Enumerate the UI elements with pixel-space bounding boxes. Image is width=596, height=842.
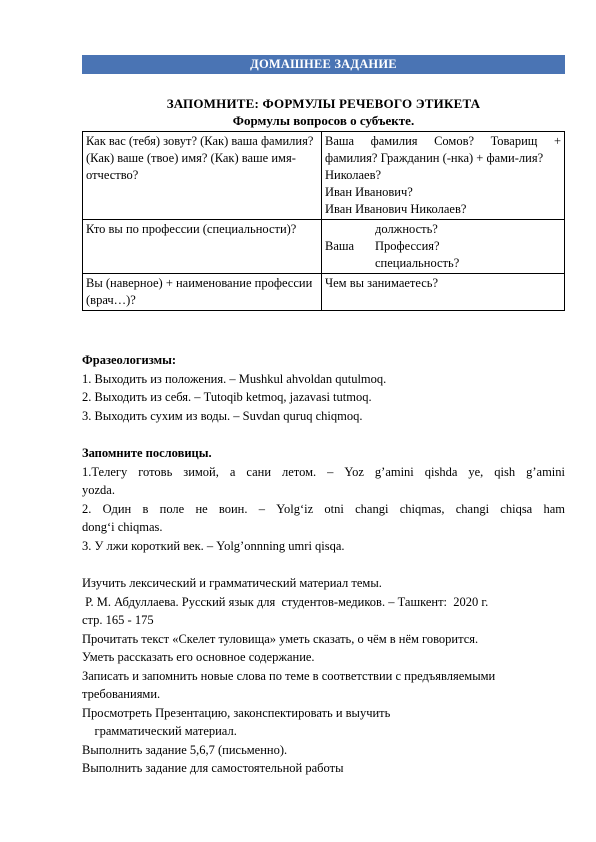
- table-cell: [322, 132, 565, 220]
- cell-text: Чем вы занимаетесь?: [325, 276, 439, 290]
- task-line: Изучить лексический и грамматический материал темы.: [82, 576, 382, 590]
- list-item: 1. Выходить из положения. – Mushkul ahvoldan qutulmoq.: [82, 371, 387, 386]
- task-line: Р. М. Абдуллаева. Русский язык для студентов-медиков. – Ташкент: 2020 г.: [82, 594, 489, 609]
- cell-text: Ваша: [325, 239, 355, 253]
- cell-text: Как вас (тебя) зовут? (Как) ваша фамилия? (Как) ваше (твое) имя? (Как) ваше имя-отчество?: [86, 134, 314, 182]
- cell-text: Профессия?: [375, 239, 440, 253]
- task-line: стр. 165 - 175: [82, 613, 154, 627]
- cell-text: Вы (наверное) + наименование профессии (врач…)?: [86, 276, 313, 307]
- cell-text: Иван Иванович?: [325, 185, 413, 199]
- table-caption: Формулы вопросов о субъекте.: [232, 113, 415, 128]
- table-row: [83, 220, 565, 274]
- phraseology-section: [82, 351, 565, 425]
- cell-text: Кто вы по профессии (специальности)?: [86, 222, 297, 236]
- task-line: Уметь рассказать его основное содержание.: [82, 650, 315, 664]
- section-title: Запомните пословицы.: [82, 446, 212, 460]
- list-item: 3. Выходить сухим из воды. – Suvdan quruq chiqmoq.: [82, 408, 363, 423]
- task-line: Выполнить задание для самостоятельной работы: [82, 761, 344, 775]
- task-line: требованиями.: [82, 687, 161, 701]
- list-item: dong‘i chiqmas.: [82, 520, 163, 534]
- table-cell: [322, 274, 565, 311]
- nested-table: [322, 220, 564, 273]
- task-line: Просмотреть Презентацию, законспектировать и выучить: [82, 705, 391, 720]
- task-line: Прочитать текст «Скелет туловища» уметь сказать, о чём в нём говорится.: [82, 631, 479, 646]
- tasks-section: [82, 574, 565, 778]
- table-cell: [371, 220, 564, 273]
- cell-text: Николаев?: [325, 168, 382, 182]
- cell-text: Ваша фамилия Сомов? Товарищ + фамилия? Гражданин (-нка) + фами-лия?: [325, 134, 561, 165]
- homework-banner: ДОМАШНЕЕ ЗАДАНИЕ: [82, 55, 565, 74]
- table-cell: [322, 220, 565, 274]
- cell-text: Иван Иванович Николаев?: [325, 202, 467, 216]
- table-cell: [83, 132, 322, 220]
- section-title: Фразеологизмы:: [82, 353, 177, 367]
- list-item: 2. Выходить из себя. – Tutoqib ketmoq, jazavasi tutmoq.: [82, 390, 372, 404]
- table-cell: [83, 274, 322, 311]
- task-line: Выполнить задание 5,6,7 (письменно).: [82, 742, 288, 757]
- proverbs-section: [82, 444, 565, 555]
- list-item: 3. У лжи короткий век. – Yolg’onnning umri qisqa.: [82, 538, 345, 553]
- list-item: yozda.: [82, 483, 115, 497]
- list-item: 2. Один в поле не воин. – Yolg‘iz otni changi chiqmas, changi chiqsa ham: [82, 501, 565, 516]
- cell-text: специальность?: [375, 256, 460, 270]
- etiquette-formulas-table: [82, 131, 565, 311]
- task-line: Записать и запомнить новые слова по теме в соответствии с предъявляемыми: [82, 668, 496, 683]
- cell-text: должность?: [375, 222, 438, 236]
- table-cell: [83, 220, 322, 274]
- list-item: 1.Телегу готовь зимой, а сани летом. – Yoz g’amini qishda ye, qish g’amini: [82, 464, 565, 479]
- task-line: грамматический материал.: [82, 724, 237, 738]
- table-row: [83, 132, 565, 220]
- table-row: [83, 274, 565, 311]
- page-heading: ЗАПОМНИТЕ: ФОРМУЛЫ РЕЧЕВОГО ЭТИКЕТА: [166, 96, 481, 111]
